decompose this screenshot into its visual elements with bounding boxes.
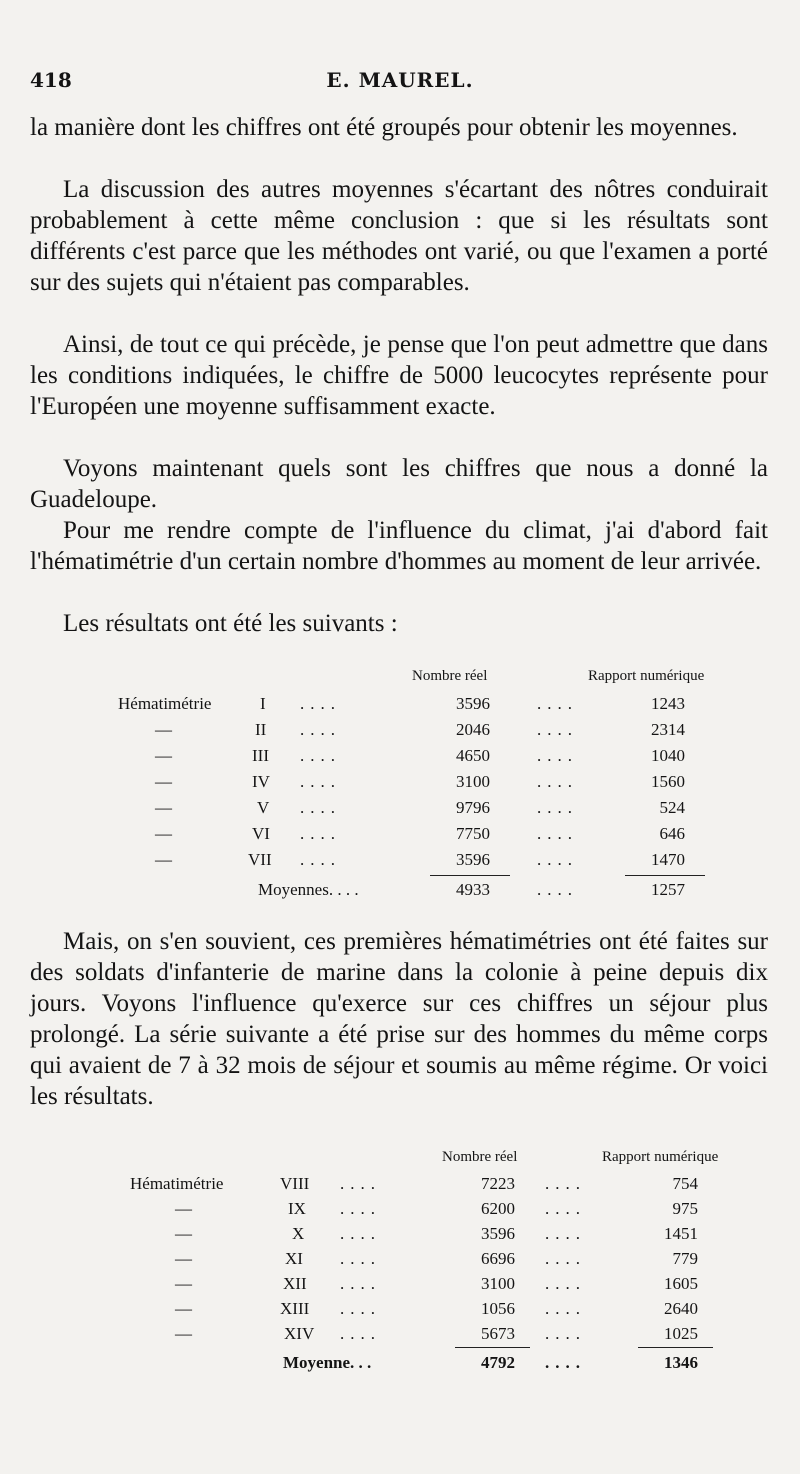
table-row [0,746,800,772]
table-row [0,1274,800,1300]
ditto-dash: — [155,850,172,869]
rapport-value: 975 [672,1199,698,1218]
leader-dots: .... [300,850,341,869]
nombre-reel-value: 2046 [456,720,490,739]
leader-dots: .... [300,720,341,739]
leader-dots: .... [537,824,578,843]
col-header-nombre-reel: Nombre réel [412,668,488,684]
ditto-dash: — [175,1224,192,1243]
sum-rule [638,1347,713,1348]
rapport-value: 1243 [651,694,685,713]
leader-dots: .... [340,1249,381,1268]
nombre-reel-value: 9796 [456,798,490,817]
roman-numeral: V [257,798,270,817]
paragraph-7: Mais, on s'en souvient, ces premières hématimétries ont été faites sur des soldats d'infanterie de marine dans la colonie à peine depuis dix jours. Voyons l'influence qu'exerce sur ces chiffres un séjour plus prolongé. La série suivante a été prise sur des hommes du même corps qui avaient de 7 à 32 mois de séjour et soumis au même régime. Or voici les résultats. [30,928,768,1110]
leader-dots: .... [300,824,341,843]
rapport-value: 1040 [651,746,685,765]
leader-dots: .... [537,720,578,739]
ditto-dash: — [155,798,172,817]
rapport-value: 1470 [651,850,685,869]
leader-dots: .... [537,850,578,869]
total-nombre-reel: 4933 [456,880,490,899]
table-row [0,1174,800,1200]
leader-dots: .... [545,1224,586,1243]
ditto-dash: — [155,824,172,843]
table-row [0,694,800,720]
running-header [30,68,770,94]
leader-dots: .... [537,798,578,817]
rapport-value: 646 [659,824,685,843]
leader-dots: .... [545,1199,586,1218]
nombre-reel-value: 6696 [481,1249,515,1268]
rapport-value: 2314 [651,720,685,739]
roman-numeral: VIII [280,1174,310,1193]
rapport-value: 524 [659,798,685,817]
leader-dots: .... [545,1324,586,1343]
leader-dots: .... [545,1353,586,1372]
nombre-reel-value: 3100 [481,1274,515,1293]
leader-dots: .... [545,1299,586,1318]
leader-dots: .... [340,1324,381,1343]
total-label: Moyennes. . . . [258,880,359,899]
nombre-reel-value: 3100 [456,772,490,791]
total-label: Moyenne. . . [283,1353,372,1372]
ditto-dash: — [175,1249,192,1268]
leader-dots: .... [537,772,578,791]
nombre-reel-value: 3596 [456,694,490,713]
ditto-dash: — [155,772,172,791]
page-number: 418 [30,68,72,92]
leader-dots: .... [300,772,341,791]
total-row [0,1353,800,1379]
sum-rule [625,875,705,876]
row-label: Hématimétrie [130,1174,224,1193]
roman-numeral: XI [285,1249,303,1268]
rapport-value: 1560 [651,772,685,791]
rapport-value: 1025 [664,1324,698,1343]
leader-dots: .... [537,880,578,899]
paragraph-3: Ainsi, de tout ce qui précède, je pense que l'on peut admettre que dans les conditions indiquées, le chiffre de 5000 leucocytes représente pour l'Européen une moyenne suffisamment exacte. [30,331,768,420]
leader-dots: .... [537,746,578,765]
nombre-reel-value: 3596 [456,850,490,869]
roman-numeral: III [252,746,269,765]
leader-dots: .... [545,1274,586,1293]
nombre-reel-value: 5673 [481,1324,515,1343]
table-row [0,824,800,850]
leader-dots: .... [340,1224,381,1243]
paragraph-6: Les résultats ont été les suivants : [63,610,398,637]
table-row [0,772,800,798]
col-header-nombre-reel: Nombre réel [442,1149,518,1165]
roman-numeral: II [255,720,267,739]
roman-numeral: IV [252,772,270,791]
rapport-value: 1605 [664,1274,698,1293]
nombre-reel-value: 3596 [481,1224,515,1243]
ditto-dash: — [155,720,172,739]
leader-dots: .... [340,1174,381,1193]
table-row [0,1249,800,1275]
table-row [0,1199,800,1225]
ditto-dash: — [155,746,172,765]
roman-numeral: XII [283,1274,307,1293]
leader-dots: .... [545,1249,586,1268]
rapport-value: 1451 [664,1224,698,1243]
roman-numeral: XIII [280,1299,310,1318]
leader-dots: .... [300,694,341,713]
table-row [0,720,800,746]
col-header-rapport: Rapport numérique [602,1149,719,1165]
rapport-value: 2640 [664,1299,698,1318]
leader-dots: .... [300,798,341,817]
leader-dots: .... [537,694,578,713]
ditto-dash: — [175,1324,192,1343]
leader-dots: .... [300,746,341,765]
total-rapport: 1346 [664,1353,698,1372]
col-header-rapport: Rapport numérique [588,668,705,684]
paragraph-2: La discussion des autres moyennes s'écartant des nôtres conduirait probablement à cette même conclusion : que si les résultats sont différents c'est parce que les méthodes ont varié, ou que l'examen a porté sur des sujets qui n'étaient pas comparables. [30,176,768,296]
leader-dots: .... [545,1174,586,1193]
paragraph-1: la manière dont les chiffres ont été groupés pour obtenir les moyennes. [30,114,738,141]
roman-numeral: IX [288,1199,306,1218]
ditto-dash: — [175,1274,192,1293]
ditto-dash: — [175,1299,192,1318]
nombre-reel-value: 4650 [456,746,490,765]
roman-numeral: X [292,1224,305,1243]
nombre-reel-value: 1056 [481,1299,515,1318]
leader-dots: .... [340,1274,381,1293]
table-row [0,1299,800,1325]
leader-dots: .... [340,1299,381,1318]
total-row [0,880,800,906]
paragraph-4: Voyons maintenant quels sont les chiffres que nous a donné la Guadeloupe. [30,455,768,513]
ditto-dash: — [175,1199,192,1218]
row-label: Hématimétrie [118,694,212,713]
paragraph-5: Pour me rendre compte de l'influence du climat, j'ai d'abord fait l'hématimétrie d'un certain nombre d'hommes au moment de leur arrivée. [30,517,768,575]
table-row [0,1224,800,1250]
roman-numeral: VI [252,824,270,843]
roman-numeral: I [260,694,266,713]
rapport-value: 779 [672,1249,698,1268]
nombre-reel-value: 7750 [456,824,490,843]
nombre-reel-value: 6200 [481,1199,515,1218]
sum-rule [455,1347,530,1348]
sum-rule [430,875,510,876]
leader-dots: .... [340,1199,381,1218]
nombre-reel-value: 7223 [481,1174,515,1193]
table-row [0,798,800,824]
total-nombre-reel: 4792 [481,1353,515,1372]
roman-numeral: VII [248,850,272,869]
table-row [0,850,800,876]
roman-numeral: XIV [284,1324,315,1343]
rapport-value: 754 [672,1174,698,1193]
total-rapport: 1257 [651,880,685,899]
running-title: E. MAUREL. [326,68,474,92]
